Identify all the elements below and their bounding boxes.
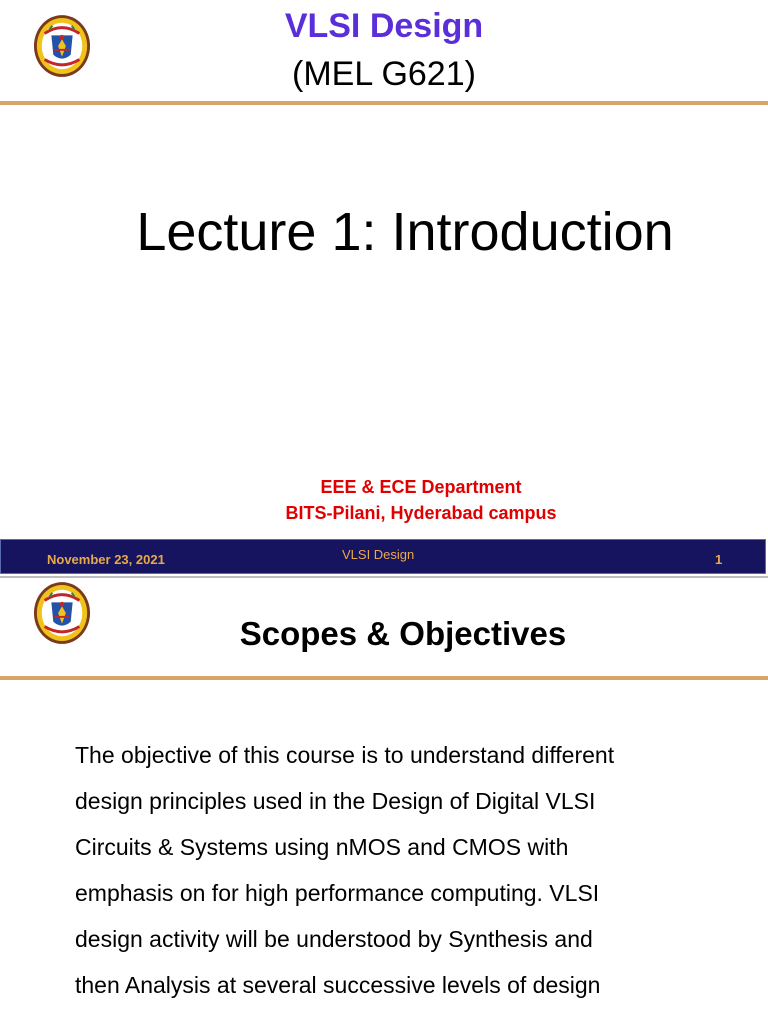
- paragraph-line: Circuits & Systems using nMOS and CMOS with: [75, 834, 569, 860]
- campus-text: BITS-Pilani, Hyderabad campus: [285, 503, 557, 523]
- paragraph-line: The objective of this course is to understand different: [75, 742, 615, 768]
- slide-2-scopes: [0, 578, 768, 1024]
- course-title: VLSI Design: [284, 7, 484, 45]
- paragraph-line: then Analysis at several successive levels of design: [75, 972, 601, 998]
- lecture-title: Lecture 1: Introduction: [136, 202, 674, 262]
- course-code: (MEL G621): [292, 55, 476, 93]
- paragraph-line: design principles used in the Design of Digital VLSI: [75, 788, 596, 814]
- paragraph-line: design activity will be understood by Synthesis and: [75, 926, 593, 952]
- objective-paragraph: [75, 732, 715, 1008]
- footer-page-number: 1: [715, 552, 723, 567]
- slide-footer: [0, 539, 766, 574]
- section-title: Scopes & Objectives: [239, 615, 567, 652]
- department-text: EEE & ECE Department: [320, 477, 522, 497]
- header-divider: [0, 101, 768, 105]
- footer-date: November 23, 2021: [47, 552, 165, 567]
- paragraph-line: emphasis on for high performance computing. VLSI: [75, 880, 600, 906]
- footer-title: VLSI Design: [342, 547, 415, 562]
- header-divider: [0, 676, 768, 680]
